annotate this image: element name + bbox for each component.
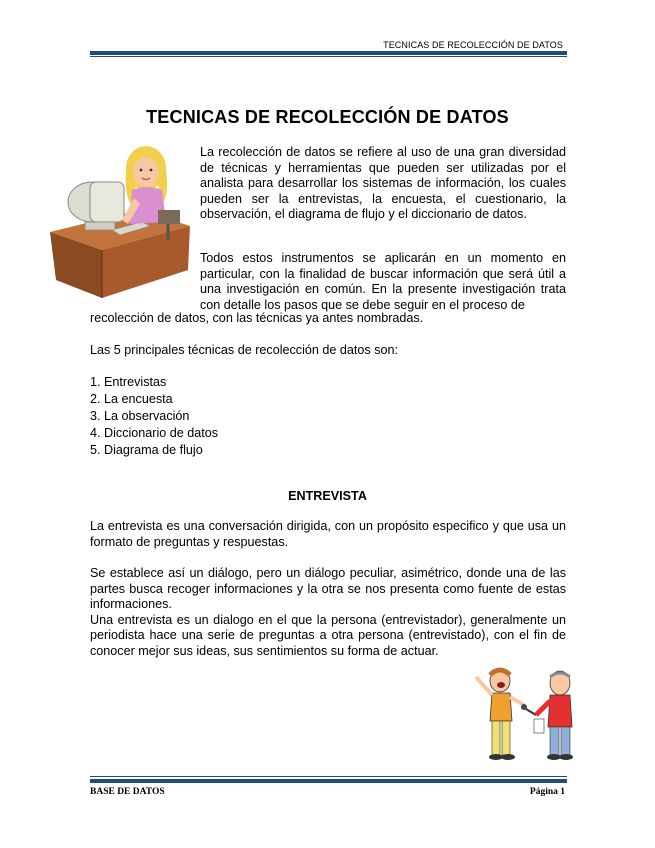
woman-at-desk-illustration: [50, 140, 190, 300]
list-item: 2. La encuesta: [90, 392, 173, 406]
footer-rule-thin: [90, 776, 567, 777]
section-heading-entrevista: ENTREVISTA: [288, 489, 367, 503]
intro-paragraph-1: La recolección de datos se refiere al uso de una gran diversidad de técnicas y herramientas que pueden ser utilizadas por el analista para desarrollar los sistemas de información, los cuales pueden ser la entrevistas, la encuesta, el cuestionario, la observación, el diagrama de flujo y el diccionario de datos.: [200, 145, 566, 222]
running-header: TECNICAS DE RECOLECCIÓN DE DATOS: [383, 40, 563, 50]
list-item: 4. Diccionario de datos: [90, 426, 219, 440]
list-item: 5. Diagrama de flujo: [90, 443, 203, 457]
list-item: 3. La observación: [90, 409, 190, 423]
intro-paragraph-2: Todos estos instrumentos se aplicarán en un momento en particular, con la finalidad de buscar información que será útil a una investigación en común. En la presente investigación trata con detalle los pasos que se debe seguir en el proceso de: [200, 251, 566, 312]
footer-rule: [90, 779, 567, 783]
interview-illustration: [470, 665, 582, 765]
footer-left-text: BASE DE DATOS: [90, 787, 165, 797]
list-item: 1. Entrevistas: [90, 375, 167, 389]
techniques-intro: Las 5 principales técnicas de recolección de datos son:: [90, 343, 399, 357]
entrevista-paragraph-group: [90, 566, 566, 660]
header-rule-thin: [90, 56, 567, 57]
entrevista-paragraph-2: Se establece así un diálogo, pero un diálogo peculiar, asimétrico, donde una de las partes busca recoger informaciones y la otra se nos presenta como fuente de estas informaciones.: [90, 566, 566, 612]
page-number: Página 1: [529, 787, 565, 797]
entrevista-paragraph-3: Una entrevista es un dialogo en el que la persona (entrevistador), generalmente un periodista hace una serie de preguntas a otra persona (entrevistado), con el fin de conocer mejor sus ideas, sus sentimientos su forma de actuar.: [90, 612, 566, 658]
entrevista-paragraph-1: La entrevista es una conversación dirigida, con un propósito especifico y que usa un formato de preguntas y respuestas.: [90, 519, 566, 549]
intro-paragraph-2-continuation: recolección de datos, con las técnicas ya antes nombradas.: [90, 311, 424, 325]
page-title: TECNICAS DE RECOLECCIÓN DE DATOS: [146, 107, 509, 127]
header-rule: [90, 51, 567, 55]
techniques-list: [90, 374, 218, 459]
